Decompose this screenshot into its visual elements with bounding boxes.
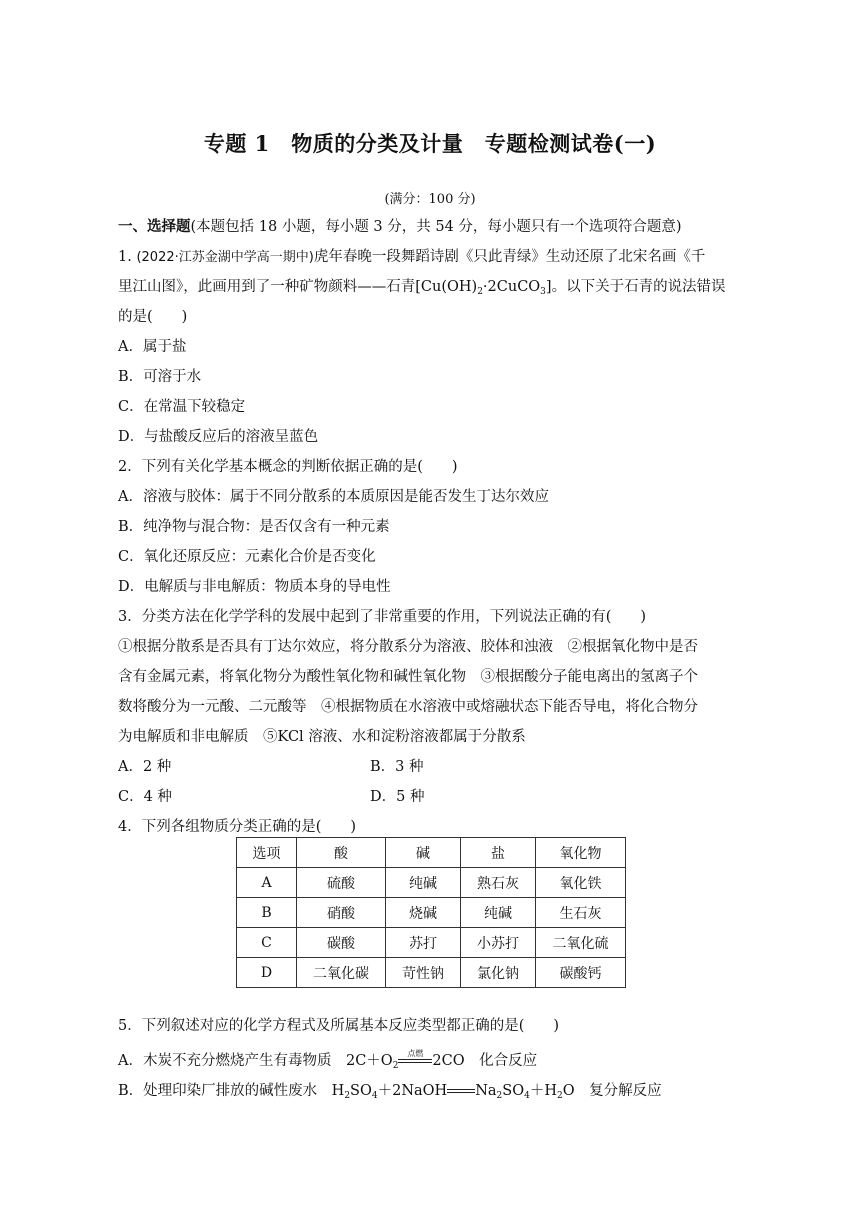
q1-sub-2: 2 — [477, 287, 483, 297]
table-header-cell: 盐 — [461, 838, 536, 868]
q5-b-so4: SO — [350, 1083, 372, 1099]
q3-body-line4: 为电解质和非电解质 ⑤KCl 溶液、水和淀粉溶液都属于分散系 — [118, 729, 526, 745]
q2-option-c: C．氧化还原反应：元素化合价是否变化 — [118, 549, 376, 565]
table-header-cell: 酸 — [297, 838, 386, 868]
q1-text: 虎年春晚一段舞蹈诗剧《只此青绿》生动还原了北宋名画《千 — [313, 249, 706, 265]
table-cell: 纯碱 — [386, 868, 461, 898]
table-row — [237, 928, 626, 958]
q5-a-sub: 2 — [392, 1061, 399, 1071]
q4-stem: 4．下列各组物质分类正确的是( ) — [118, 819, 357, 835]
q1-text-c: ]。以下关于石青的说法错误 — [545, 279, 726, 295]
table-cell: 硫酸 — [297, 868, 386, 898]
q2-option-a: A．溶液与胶体：属于不同分散系的本质原因是能否发生丁达尔效应 — [118, 489, 549, 505]
table-cell: D — [237, 958, 297, 988]
table-cell: 苛性钠 — [386, 958, 461, 988]
table-row — [237, 958, 626, 988]
q1-number: 1. — [118, 249, 132, 265]
table-cell: C — [237, 928, 297, 958]
table-cell: 苏打 — [386, 928, 461, 958]
table-cell: 二氧化碳 — [297, 958, 386, 988]
table-cell: 小苏打 — [461, 928, 536, 958]
table-header-cell: 选项 — [237, 838, 297, 868]
table-cell: A — [237, 868, 297, 898]
section-label: 一、选择题 — [118, 218, 191, 235]
q5-b-text: B．处理印染厂排放的碱性废水 H — [118, 1083, 345, 1099]
q3-body-line1: ①根据分散系是否具有丁达尔效应，将分散系分为溶液、胶体和浊液 ②根据氧化物中是否 — [118, 639, 698, 655]
reaction-condition-arrow — [398, 1049, 432, 1067]
score-note: (满分：100 分) — [384, 192, 476, 207]
table-cell: 纯碱 — [461, 898, 536, 928]
equals-sign — [447, 1083, 475, 1097]
table-cell: 生石灰 — [536, 898, 626, 928]
q1-option-b: B．可溶于水 — [118, 369, 202, 385]
q5-a-product: 2CO 化合反应 — [432, 1053, 538, 1069]
q5-b-end: O 复分解反应 — [562, 1083, 662, 1099]
section-desc: (本题包括 18 小题，每小题 3 分，共 54 分，每小题只有一个选项符合题意) — [190, 219, 682, 235]
section-heading — [118, 218, 682, 236]
q5-option-a — [118, 1049, 538, 1071]
q1-sub-3: 3 — [540, 287, 546, 297]
q5-b-mid: ＋2NaOH — [377, 1083, 448, 1099]
q3-option-c: C．4 种 — [118, 789, 172, 805]
table-cell: B — [237, 898, 297, 928]
q3-stem: 3．分类方法在化学学科的发展中起到了非常重要的作用，下列说法正确的有( ) — [118, 609, 647, 625]
table-cell: 熟石灰 — [461, 868, 536, 898]
table-cell: 氯化钠 — [461, 958, 536, 988]
q3-option-a: A．2 种 — [118, 759, 172, 775]
classification-table — [236, 837, 626, 988]
q5-b-sub: 2 — [344, 1091, 351, 1101]
page-title: 专题 1 物质的分类及计量 专题检测试卷(一) — [203, 131, 657, 156]
q1-line3: 的是( ) — [118, 309, 188, 325]
q5-b-sub: 4 — [371, 1091, 378, 1101]
q1-source: (2022·江苏金湖中学高一期中) — [136, 250, 314, 265]
table-cell: 硝酸 — [297, 898, 386, 928]
table-row — [237, 898, 626, 928]
q1-option-a: A．属于盐 — [118, 339, 187, 355]
q5-b-sub: 2 — [496, 1091, 503, 1101]
q1-text-b: ·2CuCO — [482, 279, 541, 295]
q5-b-sub: 2 — [557, 1091, 563, 1101]
table-row — [237, 868, 626, 898]
q1-text-a: 里江山图》，此画用到了一种矿物颜料——石青[Cu(OH) — [118, 279, 478, 295]
q5-b-na: Na — [475, 1083, 497, 1099]
q2-option-b: B．纯净物与混合物：是否仅含有一种元素 — [118, 519, 390, 535]
table-header-row — [237, 838, 626, 868]
q2-stem: 2．下列有关化学基本概念的判断依据正确的是( ) — [118, 459, 458, 475]
q3-option-d: D．5 种 — [370, 789, 425, 805]
q3-body-line3: 数将酸分为一元酸、二元酸等 ④根据物质在水溶液中或熔融状态下能否导电，将化合物分 — [118, 699, 698, 715]
condition-label: 点燃 — [407, 1049, 424, 1058]
q1-line2 — [118, 278, 726, 296]
q1-option-d: D．与盐酸反应后的溶液呈蓝色 — [118, 429, 319, 445]
table-cell: 碳酸钙 — [536, 958, 626, 988]
table-cell: 二氧化硫 — [536, 928, 626, 958]
table-cell: 烧碱 — [386, 898, 461, 928]
q1-line1 — [118, 248, 705, 267]
q5-b-sub: 4 — [524, 1091, 530, 1101]
q1-option-c: C．在常温下较稳定 — [118, 399, 246, 415]
q5-option-b — [118, 1082, 662, 1100]
q5-b-so4b: SO — [502, 1083, 525, 1099]
table-cell: 氧化铁 — [536, 868, 626, 898]
table-cell: 碳酸 — [297, 928, 386, 958]
q5-b-h2o: ＋H — [529, 1083, 557, 1099]
q5-a-text: A．木炭不充分燃烧产生有毒物质 2C＋O — [118, 1053, 393, 1069]
table-header-cell: 氧化物 — [536, 838, 626, 868]
q3-body-line2: 含有金属元素，将氧化物分为酸性氧化物和碱性氧化物 ③根据酸分子能电离出的氢离子个 — [118, 669, 698, 685]
table-header-cell: 碱 — [386, 838, 461, 868]
q2-option-d: D．电解质与非电解质：物质本身的导电性 — [118, 579, 391, 595]
q3-option-b: B．3 种 — [370, 759, 424, 775]
q5-stem: 5．下列叙述对应的化学方程式及所属基本反应类型都正确的是( ) — [118, 1018, 560, 1034]
